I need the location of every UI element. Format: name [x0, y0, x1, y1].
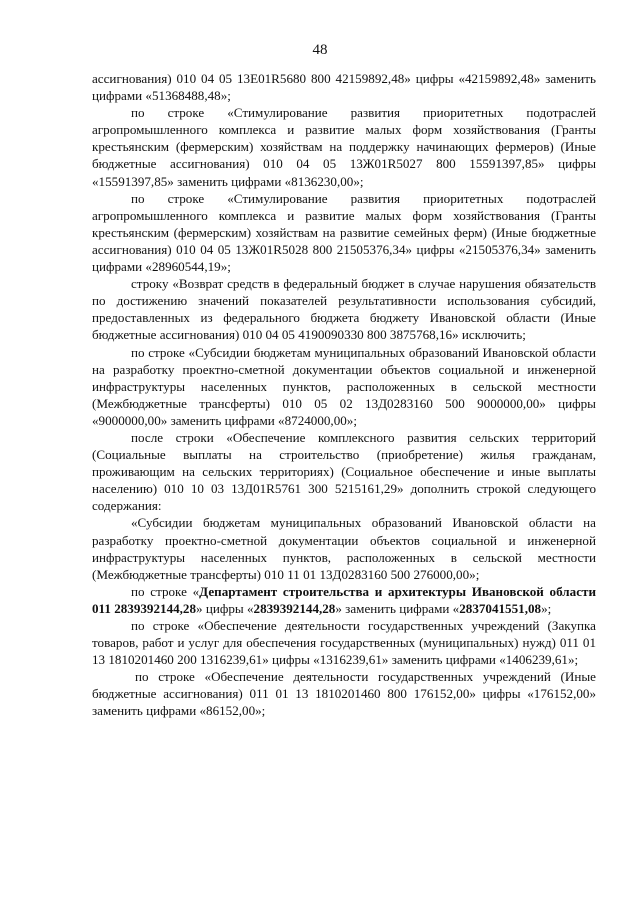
paragraph: [92, 190, 596, 275]
page-number: 48: [312, 42, 328, 58]
text-run: по строке «Обеспечение деятельности государственных учреждений (Иные бюджетные ассигнования) 011 01 13 1810201460 800 176152,00» цифры «176152,00» заменить цифрами «86152,00»;: [92, 669, 596, 719]
text-run: » заменить цифрами «: [335, 600, 460, 616]
paragraph: [92, 583, 596, 617]
text-run: » цифры «: [196, 600, 254, 616]
paragraph: [92, 70, 596, 104]
text-run: строку «Возврат средств в федеральный бюджет в случае нарушения обязательств по достижению значений показателей результативности использования субсидий, предоставленных из федерального бюджета бюджету Ивановской области (Иные бюджетные ассигнования) 010 04 05 4190090330 800 3875768,16» исключить;: [92, 276, 596, 343]
paragraph: [92, 617, 596, 668]
paragraph: [92, 514, 596, 582]
text-run: после строки «Обеспечение комплексного развития сельских территорий (Социальные выплаты на строительство (приобретение) жилья гражданам, проживающим на сельских территориях) (Социальное обеспечение и иные выплаты населению) 010 10 03 13Д01R5761 300 5215161,29» дополнить строкой следующего содержания:: [92, 429, 596, 514]
text-run: »;: [541, 600, 552, 616]
text-run: «Субсидии бюджетам муниципальных образований Ивановской области на разработку проектно-сметной документации объектов социальной и инженерной инфраструктуры населенных пунктов, расположенных в сельской местности (Межбюджетные трансферты) 010 11 01 13Д0283160 500 276000,00»;: [92, 515, 596, 582]
paragraph: [92, 275, 596, 343]
paragraph: [92, 104, 596, 189]
text-run: по строке «Стимулирование развития приоритетных подотраслей агропромышленного комплекса и развитие малых форм хозяйствования (Гранты крестьянским (фермерским) хозяйствам на поддержку начинающих фермеров) (Иные бюджетные ассигнования) 010 04 05 13Ж01R5027 800 15591397,85» цифры «15591397,85» заменить цифрами «8136230,00»;: [92, 105, 596, 189]
text-run: ассигнования) 010 04 05 13Е01R5680 800 42159892,48» цифры «42159892,48» заменить цифрами «51368488,48»;: [92, 71, 596, 104]
document-body: [92, 70, 596, 720]
paragraph: [92, 668, 596, 719]
paragraph: [92, 429, 596, 514]
text-run: по строке «Субсидии бюджетам муниципальных образований Ивановской области на разработку проектно-сметной документации объектов социальной и инженерной инфраструктуры населенных пунктов, расположенных в сельской местности (Межбюджетные трансферты) 010 05 02 13Д0283160 500 9000000,00» цифры «9000000,00» заменить цифрами «8724000,00»;: [92, 344, 596, 428]
bold-text: Департамент строительства и архитектуры Ивановской области 011 2839392144,28: [92, 583, 596, 616]
text-run: по строке «: [131, 583, 200, 599]
paragraph: [92, 344, 596, 429]
text-run: по строке «Стимулирование развития приоритетных подотраслей агропромышленного комплекса и развитие малых форм хозяйствования (Гранты крестьянским (фермерским) хозяйствам на развитие семейных ферм) (Иные бюджетные ассигнования) 010 04 05 13Ж01R5028 800 21505376,34» цифры «21505376,34» заменить цифрами «28960544,19»;: [92, 190, 596, 275]
text-run: по строке «Обеспечение деятельности государственных учреждений (Закупка товаров, работ и услуг для обеспечения государственных (муниципальных) нужд) 011 01 13 1810201460 200 1316239,61» цифры «1316239,61» заменить цифрами «1406239,61»;: [92, 618, 596, 668]
bold-text: 2837041551,08: [459, 600, 542, 616]
bold-text: 2839392144,28: [253, 600, 336, 616]
